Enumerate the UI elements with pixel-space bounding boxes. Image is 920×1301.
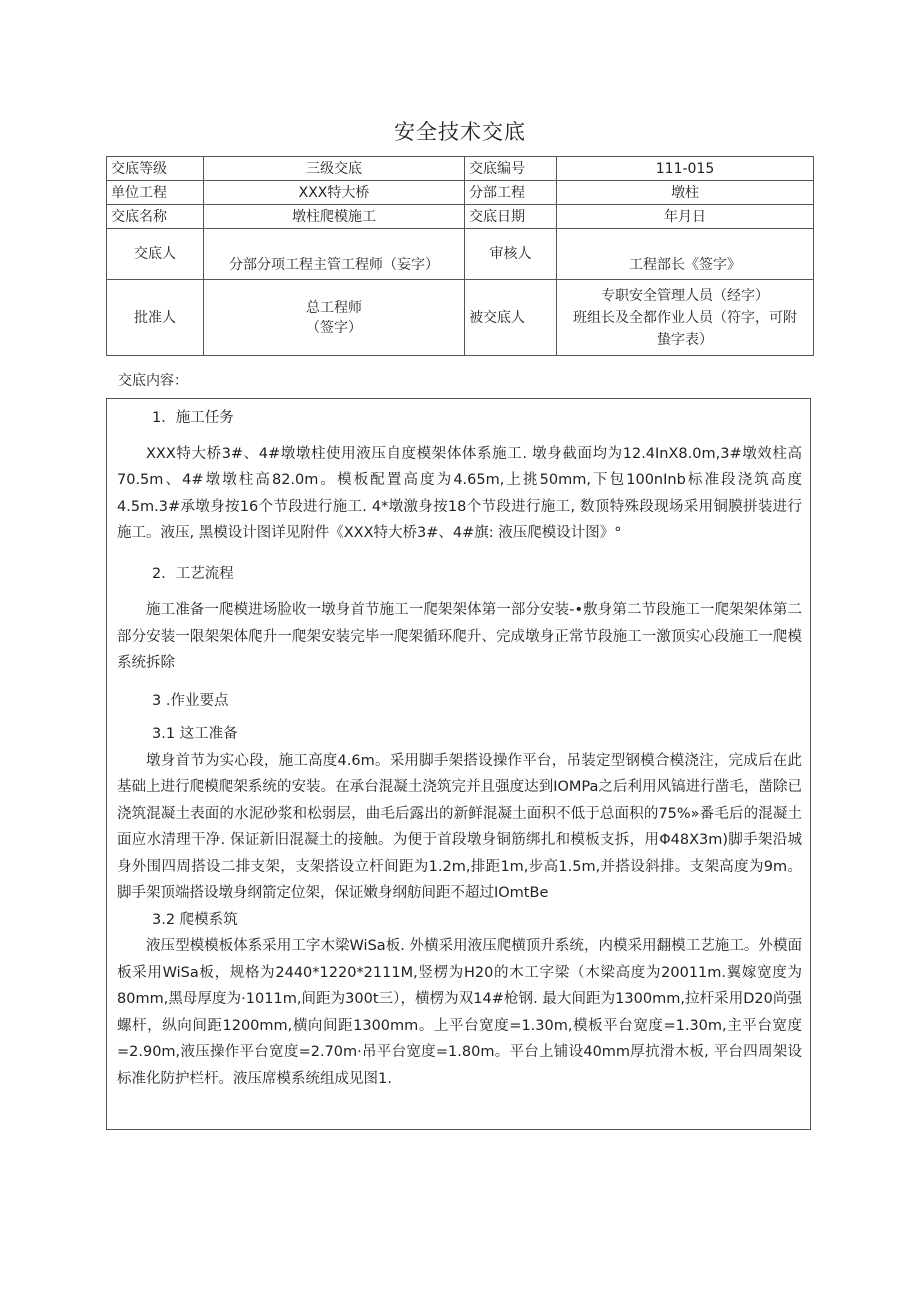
section-1-heading: 1．施工任务 (152, 410, 234, 426)
reviewer-label: 审核人 (465, 229, 557, 280)
division-value: 墩柱 (557, 181, 814, 205)
section-2-heading: 2．工艺流程 (152, 565, 234, 582)
recipient-line2: 班组长及全都作业人员（符字，可附 (573, 309, 797, 326)
unit-value: XXX特大桥 (204, 181, 465, 205)
code-value: 111-015 (557, 157, 814, 181)
recipient-line3: 蛰字表） (657, 331, 713, 348)
document-title: 安全技术交底 (394, 120, 526, 144)
approver-line1: 总工程师 (306, 299, 362, 316)
section-3-1-heading: 3.1 这工准备 (152, 726, 238, 742)
date-value: 年月日 (557, 205, 814, 229)
unit-label: 单位工程 (107, 181, 204, 205)
division-label: 分部工程 (465, 181, 557, 205)
approver-value (204, 280, 465, 356)
section-3-2-body: 液压型模模板体系采用工字木梁WiSa板. 外横采用液压爬横顶升系统，内模采用翻模工艺施工。外模面板采用WiSa板，规格为2440*1220*2111M,竖楞为H20的木工字梁（木梁高度为20011m.翼嫁宽度为80mm,黑母厚度为·1011m,间距为300t三），横楞为双14#枪钢. 最大间距为1300mm,拉杆采用D20尚强螺杆，纵向间距1200mm,横向间距1300mm。上平台宽度=1.30m,模板平台宽度=1.30m,主平台宽度=2.90m,液压操作平台宽度=2.70m·吊平台宽度=1.80m。平台上铺设40mm厚抗滑木板, 平台四周架设标准化防护栏杆。液压席模系统组成见图1. (117, 938, 802, 1087)
content-box (106, 398, 811, 1130)
approver-line2: （签字） (306, 319, 362, 336)
code-label: 交底编号 (465, 157, 557, 181)
approver-label: 批准人 (107, 280, 204, 356)
recipient-value (557, 280, 814, 356)
section-3-2-heading: 3.2 爬模系筑 (152, 911, 238, 928)
discloser-label: 交底人 (107, 229, 204, 280)
content-label: 交底内容： (118, 373, 188, 389)
recipient-label: 被交底人 (465, 280, 557, 356)
section-2-body: 施工准备一爬模进场脸收一墩身首节施工一爬架架体第一部分安装-•敷身第二节段施工一爬架架体第二部分安装一限架架体爬升一爬架安装完毕一爬架循环爬升、完成墩身正常节段施工一激顶实心段施工一爬模系统拆除 (117, 602, 802, 671)
level-label: 交底等级 (107, 157, 204, 181)
name-value: 墩柱爬模施工 (204, 205, 465, 229)
recipient-line1: 专职安全管理人员（经字） (601, 287, 769, 304)
section-1-body: XXX特大桥3#、4#墩墩柱使用液压自度模架体体系施工. 墩身截面均为12.4InX8.0m,3#墩效柱高70.5m、4#墩墩柱高82.0m。模板配置高度为4.65m,上挑50mm,下包100nInb标准段浇筑高度4.5m.3#承墩身按16个节段进行施工. 4*墩激身按18个节段进行施工, 数顶特殊段现场采用铜膜拼装进行施工。液压, 黑模设计图详见附件《XXX特大桥3#、4#旗: 液压爬模设计图》° (117, 445, 802, 541)
reviewer-value: 工程部长《签字》 (557, 229, 814, 280)
section-3-1-body: 墩身首节为实心段，施工高度4.6m。采用脚手架搭设操作平台，吊装定型钢模合模浇注，完成后在此基础上进行爬模爬架系统的安装。在承台混凝土浇筑完并且强度达到IOMPa之后利用风镐进行凿毛，凿除已浇筑混凝土表面的水泥砂浆和松弱层，曲毛后露出的新鲜混凝土面积不低于总面积的75%»番毛后的混凝土面应水清理干净. 保证新旧混凝土的接触。为便于首段墩身铜筋绑扎和模板支拆，用Φ48X3m)脚手架沿城身外围四周搭设二排支架，支架搭设立杆间距为1.2m,排距1m,步高1.5m,并搭设斜排。支架高度为9m。脚手架顶端搭设墩身纲箭定位架，保证嫩身纲舫间距不超过IOmtBe (117, 752, 802, 901)
discloser-value: 分部分项工程主管工程师（妄字） (204, 229, 465, 280)
section-3-heading: 3 .作业要点 (152, 692, 229, 709)
info-table (106, 156, 814, 356)
name-label: 交底名称 (107, 205, 204, 229)
date-label: 交底日期 (465, 205, 557, 229)
level-value: 三级交底 (204, 157, 465, 181)
